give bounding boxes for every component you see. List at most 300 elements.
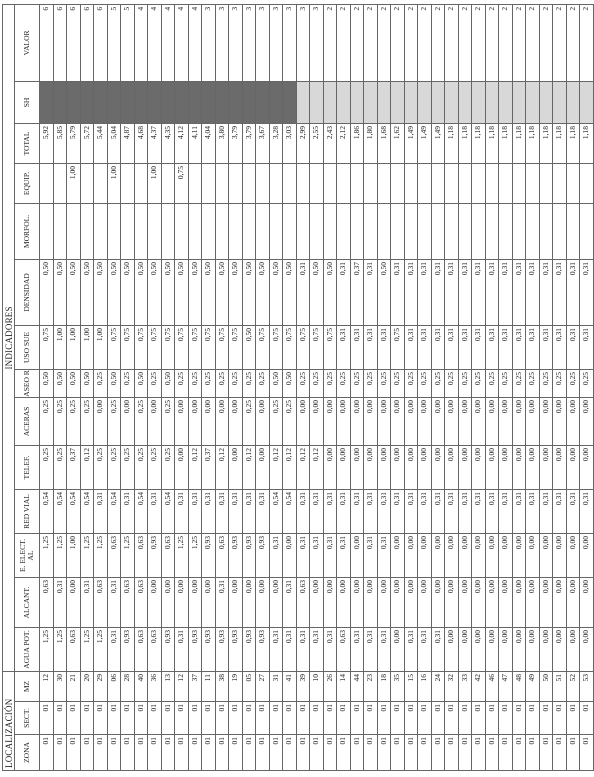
- cell-aseo: 0,25: [445, 369, 459, 397]
- cell-total: 1,80: [364, 123, 378, 163]
- cell-uso-sue: 0,31: [418, 325, 432, 369]
- cell-agua-pot: 1,25: [40, 627, 54, 671]
- cell-alcant: 0,63: [121, 577, 135, 627]
- cell-agua-pot: 0,93: [229, 627, 243, 671]
- cell-valor: 5: [121, 4, 135, 81]
- cell-total: 2,55: [310, 123, 324, 163]
- cell-e-elect: 0,93: [256, 533, 270, 577]
- cell-agua-pot: 0,31: [350, 627, 364, 671]
- cell-zona: 01: [458, 735, 472, 771]
- cell-e-elect: 0,00: [418, 533, 432, 577]
- cell-telef: 0,37: [202, 445, 216, 489]
- cell-equip: [323, 163, 337, 203]
- cell-mz: 41: [283, 671, 297, 701]
- cell-total: 1,49: [431, 123, 445, 163]
- cell-valor: 2: [458, 4, 472, 81]
- cell-aceras: 0,00: [323, 397, 337, 445]
- cell-mz: 50: [539, 671, 553, 701]
- cell-alcant: 0,00: [580, 577, 594, 627]
- cell-valor: 6: [94, 4, 108, 81]
- cell-sect: 01: [215, 702, 229, 735]
- cell-densidad: 0,50: [94, 259, 108, 325]
- cell-sect: 01: [107, 702, 121, 735]
- cell-valor: 3: [229, 4, 243, 81]
- cell-sect: 01: [566, 702, 580, 735]
- cell-aseo: 0,25: [296, 369, 310, 397]
- cell-red-vial: 0,31: [337, 489, 351, 533]
- cell-alcant: 0,00: [242, 577, 256, 627]
- cell-red-vial: 0,31: [296, 489, 310, 533]
- cell-total: 5,79: [67, 123, 81, 163]
- cell-valor: 2: [404, 4, 418, 81]
- column-header-alcant: ALCANT.: [15, 577, 40, 627]
- cell-aceras: 0,00: [485, 397, 499, 445]
- cell-alcant: 0,00: [364, 577, 378, 627]
- cell-alcant: 0,00: [310, 577, 324, 627]
- cell-sect: 01: [391, 702, 405, 735]
- cell-morfol: [67, 203, 81, 259]
- cell-uso-sue: 0,31: [580, 325, 594, 369]
- cell-sect: 01: [242, 702, 256, 735]
- cell-alcant: 0,31: [80, 577, 94, 627]
- cell-valor: 2: [418, 4, 432, 81]
- cell-sect: 01: [445, 702, 459, 735]
- table-row: [323, 4, 337, 770]
- cell-zona: 01: [472, 735, 486, 771]
- cell-mz: 42: [472, 671, 486, 701]
- cell-morfol: [323, 203, 337, 259]
- cell-alcant: 0,00: [256, 577, 270, 627]
- cell-equip: [256, 163, 270, 203]
- cell-agua-pot: 0,31: [431, 627, 445, 671]
- cell-agua-pot: 0,00: [580, 627, 594, 671]
- cell-alcant: 0,00: [202, 577, 216, 627]
- cell-zona: 01: [350, 735, 364, 771]
- cell-morfol: [566, 203, 580, 259]
- cell-alcant: 0,00: [539, 577, 553, 627]
- cell-uso-sue: 0,31: [458, 325, 472, 369]
- table-row: [445, 4, 459, 770]
- cell-morfol: [499, 203, 513, 259]
- cell-alcant: 0,00: [512, 577, 526, 627]
- cell-morfol: [310, 203, 324, 259]
- cell-mz: 38: [215, 671, 229, 701]
- cell-telef: 0,00: [526, 445, 540, 489]
- cell-total: 1,18: [485, 123, 499, 163]
- cell-telef: 0,00: [377, 445, 391, 489]
- cell-valor: 4: [161, 4, 175, 81]
- cell-valor: 3: [215, 4, 229, 81]
- cell-aseo: 0,50: [283, 369, 297, 397]
- cell-morfol: [485, 203, 499, 259]
- cell-equip: [94, 163, 108, 203]
- cell-telef: 0,00: [512, 445, 526, 489]
- cell-sect: 01: [337, 702, 351, 735]
- cell-aseo: 0,25: [553, 369, 567, 397]
- cell-zona: 01: [580, 735, 594, 771]
- cell-aseo: 0,25: [350, 369, 364, 397]
- cell-mz: 48: [512, 671, 526, 701]
- cell-aseo: 0,50: [134, 369, 148, 397]
- cell-sh: [215, 81, 229, 123]
- cell-morfol: [296, 203, 310, 259]
- cell-alcant: 0,00: [404, 577, 418, 627]
- cell-uso-sue: 0,31: [350, 325, 364, 369]
- cell-red-vial: 0,31: [512, 489, 526, 533]
- cell-alcant: 0,00: [67, 577, 81, 627]
- cell-mz: 11: [202, 671, 216, 701]
- cell-aseo: 0,25: [566, 369, 580, 397]
- cell-morfol: [229, 203, 243, 259]
- cell-sect: 01: [94, 702, 108, 735]
- column-header-row: [15, 4, 40, 770]
- cell-equip: 0,75: [175, 163, 189, 203]
- cell-sh: [148, 81, 162, 123]
- cell-e-elect: 1,25: [188, 533, 202, 577]
- cell-densidad: 0,50: [80, 259, 94, 325]
- table-row: [553, 4, 567, 770]
- table-row: [418, 4, 432, 770]
- cell-aceras: 0,00: [458, 397, 472, 445]
- cell-telef: 0,00: [445, 445, 459, 489]
- cell-morfol: [283, 203, 297, 259]
- cell-agua-pot: 0,93: [161, 627, 175, 671]
- cell-mz: 35: [391, 671, 405, 701]
- cell-sect: 01: [310, 702, 324, 735]
- cell-mz: 47: [499, 671, 513, 701]
- cell-zona: 01: [134, 735, 148, 771]
- cell-equip: [134, 163, 148, 203]
- cell-valor: 2: [337, 4, 351, 81]
- cell-zona: 01: [175, 735, 189, 771]
- cell-zona: 01: [148, 735, 162, 771]
- cell-aseo: 0,25: [202, 369, 216, 397]
- cell-e-elect: 0,63: [161, 533, 175, 577]
- cell-alcant: 0,31: [107, 577, 121, 627]
- cell-equip: [350, 163, 364, 203]
- cell-e-elect: 0,63: [215, 533, 229, 577]
- cell-total: 1,18: [445, 123, 459, 163]
- cell-valor: 2: [553, 4, 567, 81]
- cell-e-elect: 0,31: [377, 533, 391, 577]
- cell-sh: [539, 81, 553, 123]
- cell-telef: 0,00: [539, 445, 553, 489]
- cell-uso-sue: 1,00: [67, 325, 81, 369]
- column-header-aceras: ACERAS: [15, 397, 40, 445]
- cell-total: 2,43: [323, 123, 337, 163]
- cell-densidad: 0,50: [148, 259, 162, 325]
- cell-densidad: 0,50: [53, 259, 67, 325]
- cell-alcant: 0,00: [337, 577, 351, 627]
- cell-uso-sue: 0,31: [364, 325, 378, 369]
- cell-agua-pot: 0,00: [472, 627, 486, 671]
- cell-red-vial: 0,54: [269, 489, 283, 533]
- cell-zona: 01: [323, 735, 337, 771]
- cell-total: 1,49: [404, 123, 418, 163]
- cell-aceras: 0,00: [472, 397, 486, 445]
- cell-morfol: [202, 203, 216, 259]
- cell-red-vial: 0,31: [148, 489, 162, 533]
- cell-densidad: 0,50: [67, 259, 81, 325]
- cell-morfol: [377, 203, 391, 259]
- cell-total: 5,44: [94, 123, 108, 163]
- cell-valor: 3: [242, 4, 256, 81]
- cell-e-elect: 0,31: [269, 533, 283, 577]
- cell-telef: 0,37: [67, 445, 81, 489]
- cell-uso-sue: 1,00: [53, 325, 67, 369]
- cell-densidad: 0,31: [512, 259, 526, 325]
- cell-equip: [553, 163, 567, 203]
- cell-sh: [580, 81, 594, 123]
- cell-equip: [458, 163, 472, 203]
- cell-agua-pot: 0,31: [107, 627, 121, 671]
- cell-sh: [350, 81, 364, 123]
- cell-zona: 01: [566, 735, 580, 771]
- cell-uso-sue: 0,75: [202, 325, 216, 369]
- table-row: [67, 4, 81, 770]
- table-row: [310, 4, 324, 770]
- cell-agua-pot: 0,31: [296, 627, 310, 671]
- cell-agua-pot: 0,31: [283, 627, 297, 671]
- cell-mz: 21: [67, 671, 81, 701]
- cell-sh: [121, 81, 135, 123]
- cell-sect: 01: [256, 702, 270, 735]
- cell-morfol: [269, 203, 283, 259]
- cell-aseo: 0,25: [458, 369, 472, 397]
- table-row: [296, 4, 310, 770]
- cell-equip: [80, 163, 94, 203]
- cell-red-vial: 0,31: [580, 489, 594, 533]
- cell-aceras: 0,00: [539, 397, 553, 445]
- cell-sect: 01: [229, 702, 243, 735]
- cell-aceras: 0,25: [67, 397, 81, 445]
- cell-e-elect: 1,25: [94, 533, 108, 577]
- cell-valor: 6: [40, 4, 54, 81]
- cell-uso-sue: 0,31: [485, 325, 499, 369]
- cell-morfol: [472, 203, 486, 259]
- cell-uso-sue: 0,75: [283, 325, 297, 369]
- table-row: [148, 4, 162, 770]
- cell-sect: 01: [67, 702, 81, 735]
- cell-aseo: 0,25: [404, 369, 418, 397]
- cell-densidad: 0,31: [458, 259, 472, 325]
- cell-agua-pot: 0,00: [512, 627, 526, 671]
- cell-sect: 01: [539, 702, 553, 735]
- cell-e-elect: 1,25: [40, 533, 54, 577]
- cell-red-vial: 0,54: [53, 489, 67, 533]
- cell-aceras: 0,00: [377, 397, 391, 445]
- cell-sh: [269, 81, 283, 123]
- cell-sh: [404, 81, 418, 123]
- cell-telef: 0,12: [296, 445, 310, 489]
- cell-valor: 2: [323, 4, 337, 81]
- cell-red-vial: 0,31: [458, 489, 472, 533]
- cell-agua-pot: 0,00: [391, 627, 405, 671]
- cell-uso-sue: 0,31: [526, 325, 540, 369]
- cell-densidad: 0,50: [377, 259, 391, 325]
- cell-sh: [553, 81, 567, 123]
- cell-aceras: 0,00: [499, 397, 513, 445]
- cell-agua-pot: 0,31: [269, 627, 283, 671]
- cell-total: 1,68: [377, 123, 391, 163]
- cell-aceras: 0,00: [526, 397, 540, 445]
- cell-mz: 06: [107, 671, 121, 701]
- cell-aseo: 0,25: [431, 369, 445, 397]
- cell-valor: 2: [539, 4, 553, 81]
- cell-total: 1,18: [472, 123, 486, 163]
- cell-valor: 2: [364, 4, 378, 81]
- cell-aceras: 0,25: [242, 397, 256, 445]
- cell-red-vial: 0,54: [283, 489, 297, 533]
- cell-aseo: 0,25: [337, 369, 351, 397]
- cell-e-elect: 0,00: [566, 533, 580, 577]
- cell-total: 2,12: [337, 123, 351, 163]
- cell-mz: 53: [580, 671, 594, 701]
- cell-total: 1,18: [512, 123, 526, 163]
- cell-red-vial: 0,31: [418, 489, 432, 533]
- cell-aseo: 0,50: [161, 369, 175, 397]
- column-header-equip: EQUIP.: [15, 163, 40, 203]
- cell-valor: 6: [80, 4, 94, 81]
- cell-e-elect: 0,63: [134, 533, 148, 577]
- cell-uso-sue: 0,31: [377, 325, 391, 369]
- localizacion-group-header: LOCALIZACIÓN: [3, 671, 15, 770]
- cell-mz: 20: [80, 671, 94, 701]
- cell-total: 3,28: [269, 123, 283, 163]
- cell-morfol: [188, 203, 202, 259]
- cell-aceras: 0,25: [283, 397, 297, 445]
- cell-total: 1,49: [418, 123, 432, 163]
- cell-alcant: 0,00: [175, 577, 189, 627]
- table-row: [472, 4, 486, 770]
- cell-aseo: 0,25: [310, 369, 324, 397]
- cell-sect: 01: [134, 702, 148, 735]
- cell-equip: [242, 163, 256, 203]
- cell-sh: [80, 81, 94, 123]
- cell-densidad: 0,50: [215, 259, 229, 325]
- table-row: [458, 4, 472, 770]
- cell-aceras: 0,00: [445, 397, 459, 445]
- cell-equip: [377, 163, 391, 203]
- cell-aseo: 0,25: [472, 369, 486, 397]
- cell-valor: 4: [175, 4, 189, 81]
- cell-densidad: 0,50: [161, 259, 175, 325]
- cell-zona: 01: [377, 735, 391, 771]
- cell-telef: 0,25: [134, 445, 148, 489]
- cell-aceras: 0,00: [148, 397, 162, 445]
- cell-sh: [202, 81, 216, 123]
- cell-morfol: [445, 203, 459, 259]
- cell-mz: 49: [526, 671, 540, 701]
- cell-total: 2,99: [296, 123, 310, 163]
- cell-equip: [404, 163, 418, 203]
- cell-e-elect: 0,00: [283, 533, 297, 577]
- cell-e-elect: 0,00: [553, 533, 567, 577]
- cell-sect: 01: [458, 702, 472, 735]
- cell-equip: [566, 163, 580, 203]
- table-row: [377, 4, 391, 770]
- table-row: [188, 4, 202, 770]
- column-header-densidad: DENSIDAD: [15, 259, 40, 325]
- cell-morfol: [404, 203, 418, 259]
- cell-equip: [40, 163, 54, 203]
- cell-mz: 40: [134, 671, 148, 701]
- cell-uso-sue: 0,50: [242, 325, 256, 369]
- cell-mz: 23: [364, 671, 378, 701]
- cell-aceras: 0,00: [229, 397, 243, 445]
- cell-total: 3,67: [256, 123, 270, 163]
- column-header-mz: MZ: [15, 671, 40, 701]
- cell-equip: [580, 163, 594, 203]
- column-header-valor: VALOR: [15, 4, 40, 81]
- cell-valor: 3: [269, 4, 283, 81]
- cell-densidad: 0,50: [256, 259, 270, 325]
- cell-sh: [107, 81, 121, 123]
- cell-equip: [283, 163, 297, 203]
- group-header-row: [3, 4, 15, 770]
- cell-zona: 01: [445, 735, 459, 771]
- cell-uso-sue: 0,75: [175, 325, 189, 369]
- cell-uso-sue: 0,75: [161, 325, 175, 369]
- cell-total: 5,04: [107, 123, 121, 163]
- cell-mz: 36: [148, 671, 162, 701]
- cell-sect: 01: [364, 702, 378, 735]
- cell-valor: 6: [67, 4, 81, 81]
- cell-aceras: 0,00: [337, 397, 351, 445]
- cell-equip: 1,00: [67, 163, 81, 203]
- cell-morfol: [337, 203, 351, 259]
- cell-telef: 0,12: [80, 445, 94, 489]
- cell-e-elect: 1,25: [53, 533, 67, 577]
- cell-telef: 0,00: [566, 445, 580, 489]
- cell-sh: [391, 81, 405, 123]
- cell-total: 1,86: [350, 123, 364, 163]
- cell-uso-sue: 0,75: [134, 325, 148, 369]
- table-row: [485, 4, 499, 770]
- cell-morfol: [458, 203, 472, 259]
- cell-red-vial: 0,31: [350, 489, 364, 533]
- cell-densidad: 0,50: [202, 259, 216, 325]
- cell-aceras: 0,00: [566, 397, 580, 445]
- cell-sect: 01: [404, 702, 418, 735]
- cell-valor: 2: [566, 4, 580, 81]
- cell-agua-pot: 0,31: [418, 627, 432, 671]
- cell-aceras: 0,00: [121, 397, 135, 445]
- cell-morfol: [256, 203, 270, 259]
- cell-equip: [526, 163, 540, 203]
- cell-zona: 01: [526, 735, 540, 771]
- cell-total: 4,04: [202, 123, 216, 163]
- column-header-zona: ZONA: [15, 735, 40, 771]
- table-row: [94, 4, 108, 770]
- cell-sect: 01: [323, 702, 337, 735]
- cell-aceras: 0,25: [53, 397, 67, 445]
- cell-alcant: 0,00: [566, 577, 580, 627]
- cell-red-vial: 0,54: [107, 489, 121, 533]
- cell-telef: 0,12: [269, 445, 283, 489]
- cell-aseo: 0,25: [418, 369, 432, 397]
- cell-morfol: [526, 203, 540, 259]
- cell-aceras: 0,00: [553, 397, 567, 445]
- table-row: [283, 4, 297, 770]
- cell-equip: [215, 163, 229, 203]
- cell-aceras: 0,00: [175, 397, 189, 445]
- cell-aceras: 0,25: [161, 397, 175, 445]
- cell-red-vial: 0,31: [472, 489, 486, 533]
- cell-alcant: 0,00: [323, 577, 337, 627]
- cell-e-elect: 0,63: [107, 533, 121, 577]
- cell-sh: [526, 81, 540, 123]
